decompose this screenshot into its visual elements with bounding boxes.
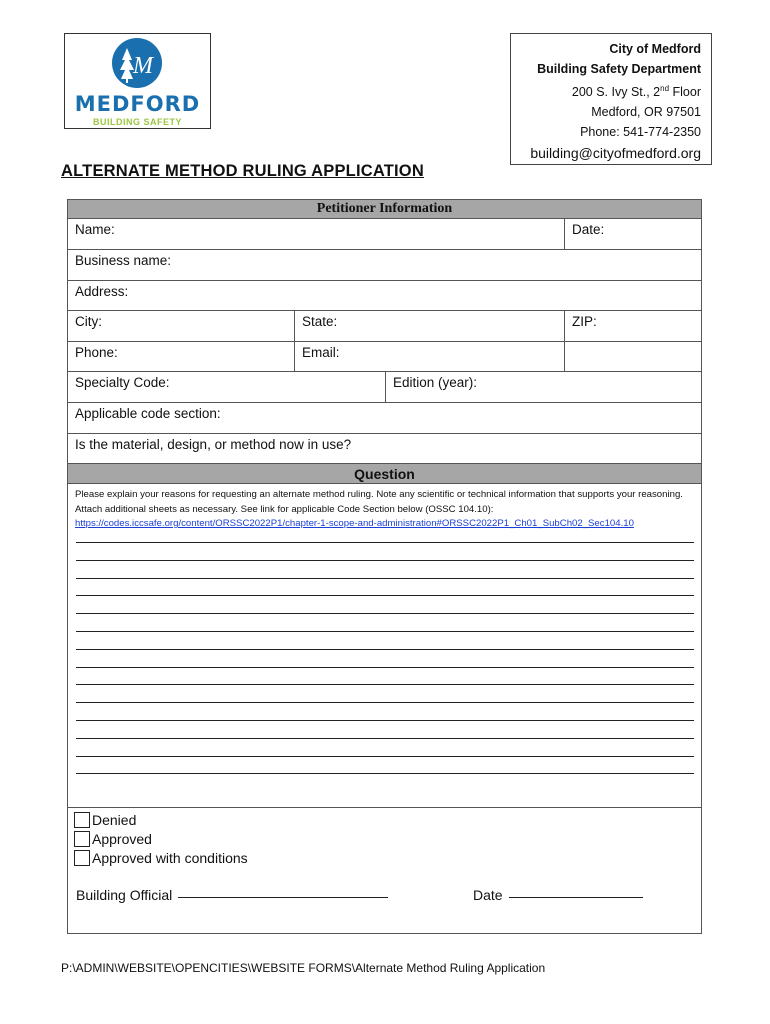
answer-line[interactable] — [76, 773, 694, 774]
building-official-signature: Building Official — [76, 887, 388, 903]
answer-line[interactable] — [76, 720, 694, 721]
answer-line[interactable] — [76, 578, 694, 579]
specialty-row — [68, 372, 701, 403]
in-use-row — [68, 434, 701, 464]
city-field[interactable]: City: — [75, 314, 102, 329]
name-row — [68, 219, 701, 250]
approved-option[interactable]: Approved — [74, 830, 152, 848]
denied-checkbox[interactable] — [74, 812, 90, 828]
medford-logo — [64, 33, 211, 129]
official-date: Date — [473, 887, 643, 903]
city-name: City of Medford — [609, 42, 701, 56]
question-instructions: Please explain your reasons for requesting an alternate method ruling. Note any scientific or technical information that supports your reasoning. Attach additional sheets as necessary. See link for applicable Code Section below (OSSC 104.10): https://codes.iccsafe.org/content/ORSSC2022P1/chapter-1-scope-and-administration#ORSSC2022P1_Ch01_SubCh02_Sec104.10 — [75, 489, 683, 529]
denied-option[interactable]: Denied — [74, 811, 136, 829]
page-title: ALTERNATE METHOD RULING APPLICATION — [61, 162, 424, 180]
street-address: 200 S. Ivy St., 2nd Floor — [571, 84, 701, 100]
phone-row — [68, 342, 701, 372]
code-section-link[interactable]: https://codes.iccsafe.org/content/ORSSC2022P1/chapter-1-scope-and-administration#ORSSC2022P1_Ch01_SubCh02_Sec104.10 — [75, 518, 634, 529]
empty-cell — [564, 342, 701, 371]
in-use-field[interactable]: Is the material, design, or method now in use? — [75, 437, 352, 452]
logo-name: MEDFORD — [74, 92, 201, 116]
file-path-footer: P:\ADMIN\WEBSITE\OPENCITIES\WEBSITE FORMS\Alternate Method Ruling Application — [61, 961, 546, 975]
logo-subtitle: BUILDING SAFETY — [92, 117, 182, 127]
answer-line[interactable] — [76, 684, 694, 685]
date-field[interactable]: Date: — [564, 219, 701, 249]
answer-line[interactable] — [76, 560, 694, 561]
email-address: building@cityofmedford.org — [530, 145, 701, 162]
city-row — [68, 311, 701, 342]
business-row — [68, 250, 701, 281]
answer-line[interactable] — [76, 649, 694, 650]
zip-field[interactable]: ZIP: — [564, 311, 701, 341]
department-address — [510, 33, 712, 165]
answer-line[interactable] — [76, 738, 694, 739]
business-name-field[interactable]: Business name: — [75, 253, 172, 268]
answer-line[interactable] — [76, 667, 694, 668]
signature-line[interactable] — [178, 897, 388, 898]
code-section-field[interactable]: Applicable code section: — [75, 406, 221, 421]
specialty-code-field[interactable]: Specialty Code: — [75, 375, 170, 390]
city-state-zip: Medford, OR 97501 — [591, 105, 701, 120]
divider — [68, 807, 701, 808]
tree-logo-icon — [112, 38, 162, 88]
question-header: Question — [68, 464, 701, 484]
petitioner-header: Petitioner Information — [68, 200, 701, 219]
answer-line[interactable] — [76, 631, 694, 632]
approved-with-conditions-checkbox[interactable] — [74, 850, 90, 866]
phone-field[interactable]: Phone: — [75, 345, 118, 360]
answer-line[interactable] — [76, 595, 694, 596]
state-field[interactable]: State: — [294, 311, 564, 341]
application-form — [67, 199, 702, 934]
email-field[interactable]: Email: — [294, 342, 564, 371]
department-name: Building Safety Department — [537, 62, 701, 76]
phone-number: Phone: 541-774-2350 — [580, 125, 701, 140]
answer-line[interactable] — [76, 613, 694, 614]
date-line[interactable] — [509, 897, 643, 898]
svg-text:M: M — [133, 53, 153, 79]
address-field[interactable]: Address: — [75, 284, 129, 299]
answer-line[interactable] — [76, 542, 694, 543]
code-section-row — [68, 403, 701, 434]
name-field[interactable]: Name: — [75, 222, 115, 237]
approved-with-conditions-option[interactable]: Approved with conditions — [74, 849, 248, 867]
answer-line[interactable] — [76, 756, 694, 757]
address-row — [68, 281, 701, 311]
approved-checkbox[interactable] — [74, 831, 90, 847]
answer-line[interactable] — [76, 702, 694, 703]
edition-year-field[interactable]: Edition (year): — [385, 372, 701, 402]
